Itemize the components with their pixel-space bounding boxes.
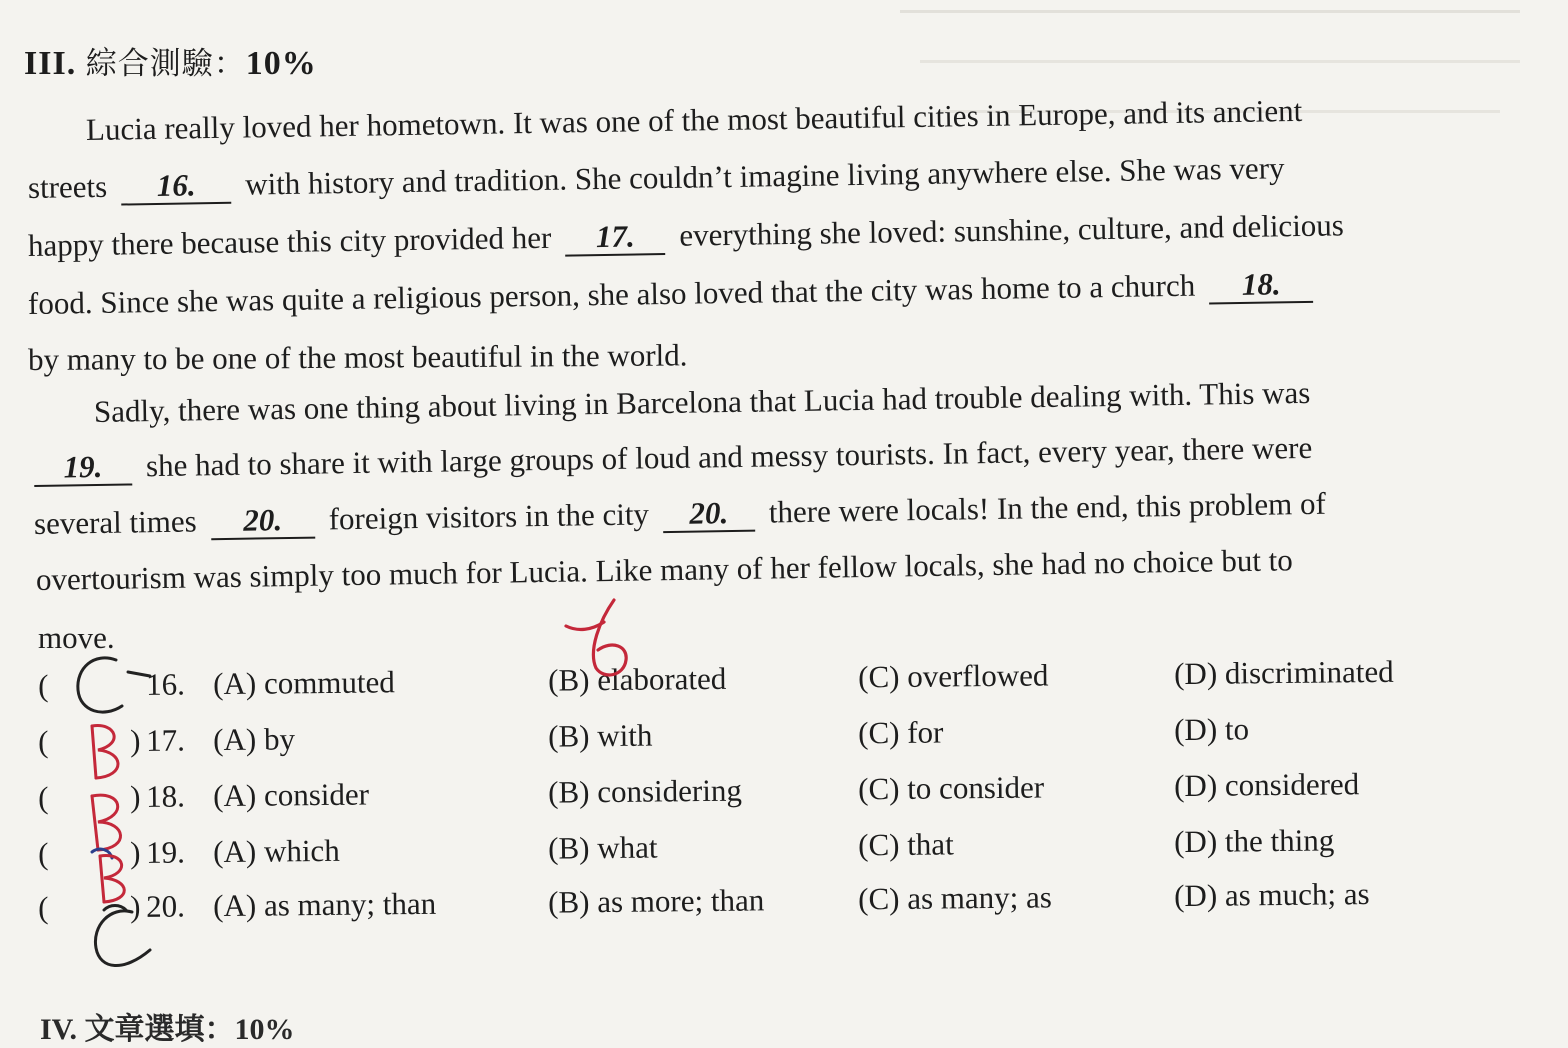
passage-text: foreign visitors in the city (328, 496, 650, 537)
passage-text: by many to be one of the most beautiful in the world. (27, 337, 688, 377)
answer-paren-close: ) (129, 834, 141, 871)
option-d[interactable]: (D) as much; as (1173, 876, 1370, 914)
blank-16[interactable]: 16. (121, 169, 232, 205)
answer-mark-19-b (92, 849, 124, 902)
passage-line (28, 207, 1344, 264)
passage-text: streets (27, 168, 108, 205)
option-a[interactable]: (A) which (212, 832, 340, 870)
answer-paren-open: ( (38, 779, 49, 815)
option-c[interactable]: (C) to consider (857, 769, 1045, 807)
option-d[interactable]: (D) to (1173, 711, 1250, 748)
option-d[interactable]: (D) the thing (1173, 822, 1335, 860)
question-number: 18. (145, 778, 186, 814)
answer-mark-16-c (78, 658, 150, 712)
blank-20b[interactable]: 20. (663, 497, 756, 533)
answer-paren-open: ( (38, 667, 49, 703)
passage-line (94, 375, 1311, 430)
option-b[interactable]: (B) as more; than (547, 882, 765, 920)
section-heading (24, 38, 317, 83)
answer-mark-17-b (92, 726, 118, 778)
answer-mark-20-c (95, 906, 150, 966)
passage-text: there were locals! In the end, this problem of (768, 485, 1327, 530)
option-a[interactable]: (A) by (212, 721, 296, 758)
passage-text: she had to share it with large groups of loud and messy tourists. In fact, every year, there were (145, 429, 1313, 484)
answer-paren-open: ( (38, 723, 49, 759)
passage-text: happy there because this city provided her (27, 219, 552, 263)
option-b[interactable]: (B) what (547, 829, 658, 866)
passage-line (28, 266, 1328, 323)
passage-text: Lucia really loved her hometown. It was one of the most beautiful cities in Europe, and its ancient (85, 92, 1303, 147)
blank-18[interactable]: 18. (1209, 268, 1314, 304)
option-b[interactable]: (B) elaborated (547, 660, 727, 698)
passage-line (36, 542, 1293, 598)
passage-line (34, 430, 1313, 487)
passage-line (28, 150, 1285, 206)
answer-paren-open: ( (38, 889, 49, 925)
question-number: 16. (145, 666, 186, 702)
blank-19[interactable]: 19. (34, 450, 133, 486)
option-b[interactable]: (B) considering (547, 772, 743, 810)
answer-mark-18-b (92, 795, 121, 850)
option-c[interactable]: (C) as many; as (857, 879, 1053, 917)
option-c[interactable]: (C) overflowed (857, 657, 1049, 695)
option-b[interactable]: (B) with (547, 717, 653, 754)
blank-20a[interactable]: 20. (210, 504, 315, 540)
section-weight: 10% (245, 45, 317, 82)
passage-text: several times (33, 503, 197, 541)
option-a[interactable]: (A) commuted (212, 664, 395, 702)
passage-text: everything she loved: sunshine, culture, and delicious (679, 207, 1345, 253)
passage-line (28, 337, 688, 378)
answer-paren-close: ) (129, 722, 141, 759)
passage-text: overtourism was simply too much for Lucia. Like many of her fellow locals, she had no choice but to (35, 542, 1294, 597)
option-a[interactable]: (A) as many; than (212, 885, 437, 924)
question-number: 20. (145, 888, 186, 924)
option-c[interactable]: (C) for (857, 714, 944, 751)
passage-text: with history and tradition. She couldn’t imagine living anywhere else. She was very (244, 150, 1285, 202)
option-d[interactable]: (D) considered (1173, 766, 1360, 804)
option-d[interactable]: (D) discriminated (1173, 653, 1394, 692)
answer-paren-close: ) (129, 888, 141, 925)
next-section-heading: IV. 文章選填：10% (40, 1013, 295, 1046)
answer-paren-open: ( (38, 835, 49, 871)
answer-paren-close: ) (129, 778, 141, 815)
section-roman: III. (24, 45, 77, 82)
passage-line (34, 486, 1326, 543)
section-separator: ： (213, 46, 246, 82)
passage-line (38, 620, 115, 656)
blank-17[interactable]: 17. (565, 220, 666, 256)
option-c[interactable]: (C) that (857, 826, 954, 863)
question-number: 19. (145, 834, 186, 870)
section-title: 綜合測驗 (85, 46, 214, 82)
passage-text: food. Since she was quite a religious person, she also loved that the city was home to a church (27, 267, 1196, 321)
question-number: 17. (145, 722, 186, 758)
passage-text: Sadly, there was one thing about living in Barcelona that Lucia had trouble dealing with. This was (93, 374, 1311, 429)
passage-text: move. (38, 620, 115, 655)
option-a[interactable]: (A) consider (212, 776, 370, 814)
